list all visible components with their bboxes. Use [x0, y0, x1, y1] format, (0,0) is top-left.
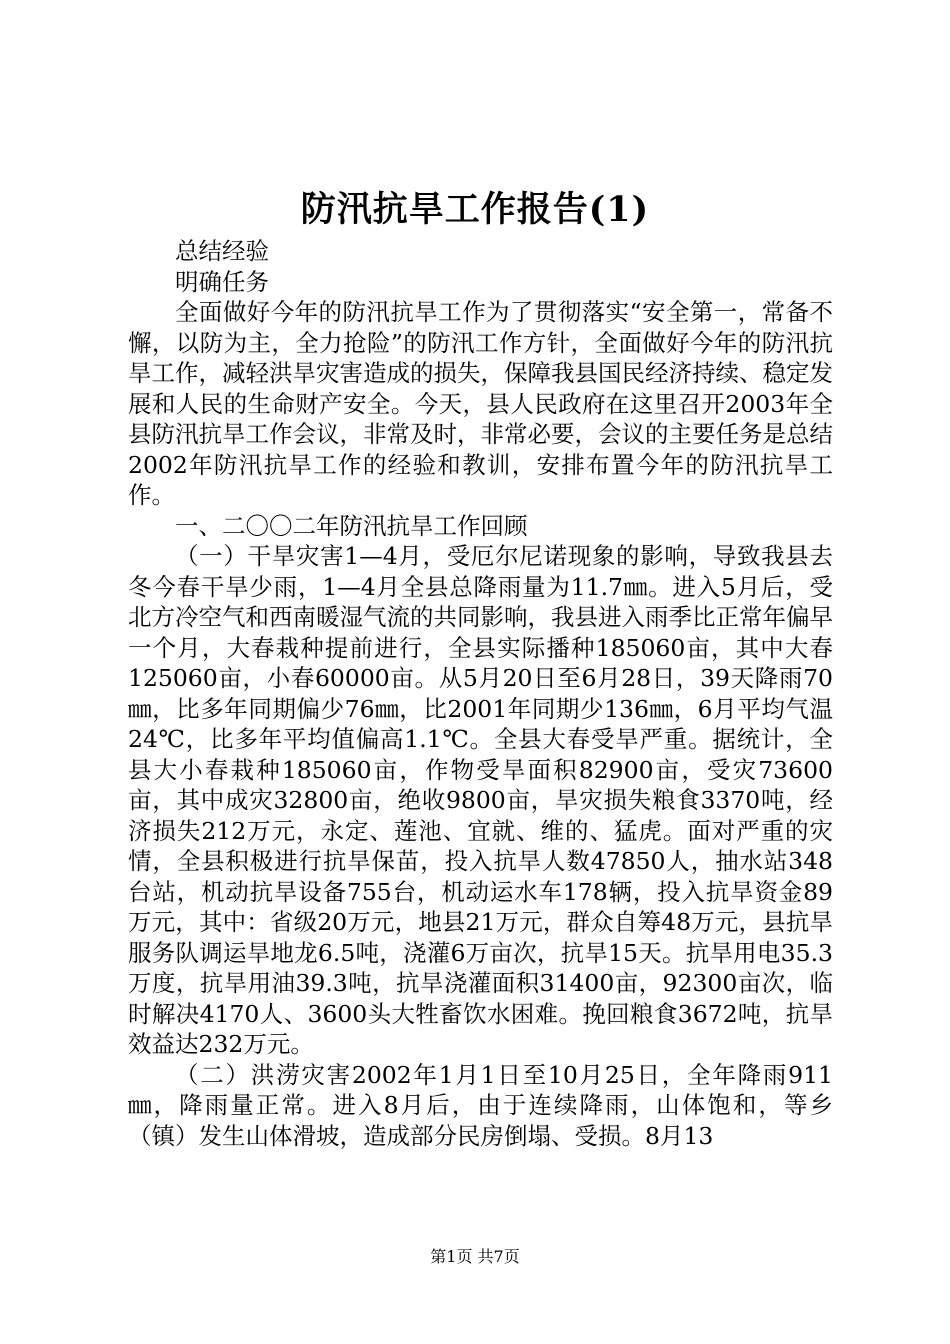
paragraph-flood: （二）洪涝灾害2002年1月1日至10月25日，全年降雨911㎜，降雨量正常。进入8月后，由于连续降雨，山体饱和，等乡（镇）发生山体滑坡，造成部分民房倒塌、受损。8月13	[128, 1060, 833, 1150]
document-body	[128, 236, 833, 1151]
document-title: 防汛抗旱工作报告(1)	[300, 189, 650, 230]
section-heading-review: 一、二〇〇二年防汛抗旱工作回顾	[175, 511, 528, 540]
subheading-summary: 总结经验	[175, 237, 269, 265]
subheading-tasks: 明确任务	[175, 267, 269, 296]
paragraph-drought: （一）干旱灾害1—4月，受厄尔尼诺现象的影响，导致我县去冬今春干旱少雨，1—4月全县总降雨量为11.7㎜。进入5月后，受北方冷空气和西南暖湿气流的共同影响，我县进入雨季比正常年偏早一个月，大春栽种提前进行，全县实际播种185060亩，其中大春125060亩，小春60000亩。从5月20日至6月28日，39天降雨70㎜，比多年同期偏少76㎜，比2001年同期少136㎜，6月平均气温24℃，比多年平均值偏高1.1℃。全县大春受旱严重。据统计，全县大小春栽种185060亩，作物受旱面积82900亩，受灾73600亩，其中成灾32800亩，绝收9800亩，旱灾损失粮食3370吨，经济损失212万元，永定、莲池、宜就、维的、猛虎。面对严重的灾情，全县积极进行抗旱保苗，投入抗旱人数47850人，抽水站348台站，机动抗旱设备755台，机动运水车178辆，投入抗旱资金89万元，其中：省级20万元，地县21万元，群众自筹48万元，县抗旱服务队调运旱地龙6.5吨，浇灌6万亩次，抗旱15天。抗旱用电35.3万度，抗旱用油39.3吨，抗旱浇灌面积31400亩，92300亩次，临时解决4170人、3600头大牲畜饮水困难。挽回粮食3672吨，抗旱效益达232万元。	[128, 542, 833, 1058]
paragraph-intro: 全面做好今年的防汛抗旱工作为了贯彻落实“安全第一，常备不懈，以防为主，全力抢险”的防汛工作方针，全面做好今年的防汛抗旱工作，减轻洪旱灾害造成的损失，保障我县国民经济持续、稳定发展和人民的生命财产安全。今天，县人民政府在这里召开2003年全县防汛抗旱工作会议，非常及时，非常必要，会议的主要任务是总结2002年防汛抗旱工作的经验和教训，安排布置今年的防汛抗旱工作。	[128, 298, 833, 509]
page-footer: 第1页 共7页	[430, 1247, 520, 1266]
